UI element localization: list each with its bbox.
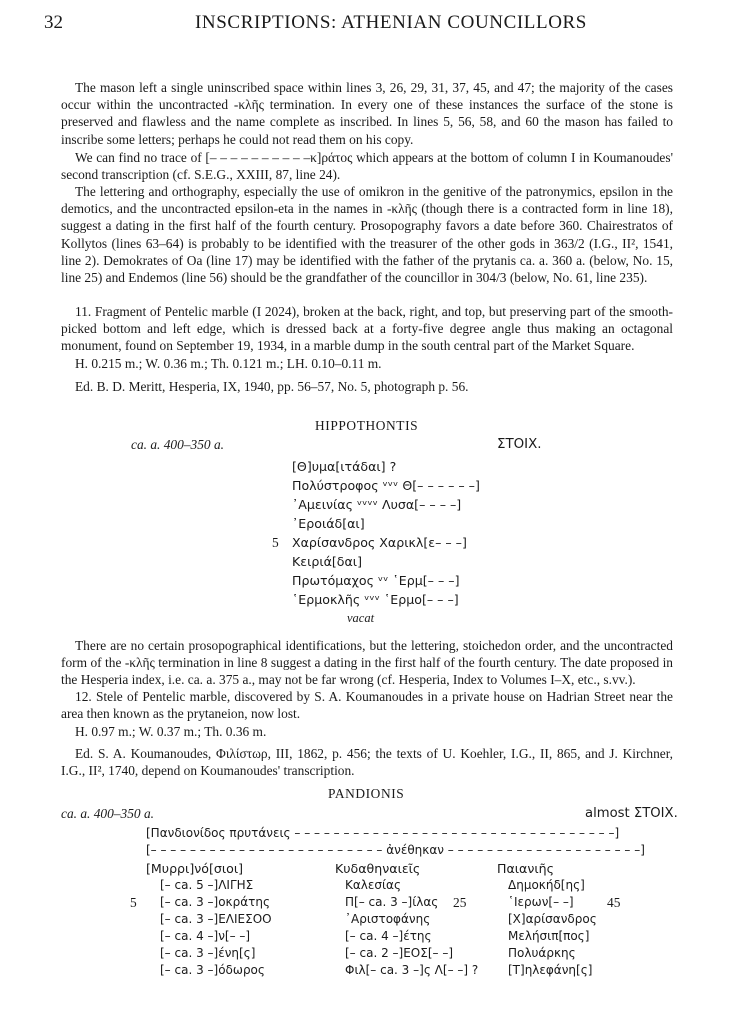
entry-11-dimensions: H. 0.215 m.; W. 0.36 m.; Th. 0.121 m.; LH. 0.10–0.11 m.: [75, 356, 382, 371]
inscription-12-heading: PANDIONIS: [328, 786, 405, 801]
inscription-11-stoich: ΣΤΟΙΧ.: [497, 437, 542, 452]
commentary-paragraph-1: The mason left a single uninscribed space within lines 3, 26, 29, 31, 37, 45, and 47; the majority of the cases occur within the uncontracted -κλῆς termination. In every one of these instances the surface of the stone is preserved and flawless and the name complete as inscribed. In lines 5, 56, 58, and 60 the mason has failed to inscribe some letters; perhaps he could not read them on his copy.: [61, 80, 673, 147]
inscription-11-line: Χαρίσανδρος Χαρικλ[ε– – –]: [292, 535, 467, 550]
col3-line-number: 45: [607, 895, 621, 910]
commentary-paragraph-2: We can find no trace of [– – – – – – – – – –κ]ράτος which appears at the bottom of column I in Koumanoudes' second transcription (cf. S.E.G., XXIII, 87, line 24).: [61, 150, 673, 183]
inscription-11-line-number: 5: [272, 535, 279, 550]
col3-line: Μελήσιπ[πος]: [508, 929, 590, 943]
inscription-12-stoich: almost ΣΤΟΙΧ.: [585, 806, 678, 821]
col2-line: Π[– ca. 3 –]ίλας: [345, 895, 439, 909]
inscription-11-line: Πολύστροφος ᵛᵛᵛ Θ[– – – – – –]: [292, 478, 480, 493]
col2-line: ᾿Αριστοφάνης: [345, 912, 431, 926]
col2-line-number: 25: [453, 895, 467, 910]
col1-line: [– ca. 5 –]ΛΙΓΗΣ: [160, 878, 254, 892]
page-number: 32: [44, 12, 63, 33]
col2-line: Καλεσίας: [345, 878, 401, 892]
col3-line: [Χ]αρίσανδρος: [508, 912, 597, 926]
inscription-11-vacat: vacat: [347, 611, 375, 625]
entry-12-description: 12. Stele of Pentelic marble, discovered by S. A. Koumanoudes in a private house on Hadrian Street near the area then known as the prytaneion, now lost.: [61, 689, 673, 722]
inscription-11-line: [Θ]υμα[ιτάδαι] ?: [292, 459, 397, 474]
inscription-12-top-line: [Πανδιονίδος πρυτάνεις – – – – – – – – – – – – – – – – – – – – – – – – – – – – – – – – –]: [146, 826, 620, 840]
inscription-11-heading: HIPPOTHONTIS: [315, 418, 419, 433]
inscription-11-line: Πρωτόμαχος ᵛᵛ ῾Ερμ[– – –]: [292, 573, 460, 588]
inscription-11-date: ca. a. 400–350 a.: [131, 437, 224, 452]
col2-line: [– ca. 4 –]έτης: [345, 929, 432, 943]
col3-line: Πολυάρκης: [508, 946, 576, 960]
col2-line: Φιλ[– ca. 3 –]ς Λ[– –] ?: [345, 963, 479, 977]
col2-line: [– ca. 2 –]ΕΟΣ[– –]: [345, 946, 453, 960]
col1-line: [– ca. 4 –]ν[– –]: [160, 929, 251, 943]
col3-line: Παιανιῆς: [497, 861, 555, 876]
col1-line: [– ca. 3 –]όδωρος: [160, 963, 265, 977]
col2-line: Κυδαθηναιεῖς: [335, 861, 421, 876]
col1-line: [Μυρρι]νό[σιοι]: [146, 861, 244, 876]
col3-line: ῾Ιερων[– –]: [508, 895, 574, 909]
inscription-11-line: ῾Ερμοκλῆς ᵛᵛᵛ ῾Ερμο[– – –]: [292, 592, 459, 607]
col3-line: Δημοκήδ[ης]: [508, 878, 585, 892]
inscription-11-line: Κειριά[δαι]: [292, 554, 362, 569]
entry-12-edition: Ed. S. A. Koumanoudes, Φιλίστωρ, III, 1862, p. 456; the texts of U. Koehler, I.G., II, 865, and J. Kirchner, I.G., II², 1740, depend on Koumanoudes' transcription.: [61, 746, 673, 779]
entry-12-dimensions: H. 0.97 m.; W. 0.37 m.; Th. 0.36 m.: [75, 724, 267, 739]
entry-11-description: 11. Fragment of Pentelic marble (I 2024), broken at the back, right, and top, but preserving part of the smooth-picked bottom and left edge, which is dressed back at a forty-five degree angle thus making an octagonal monument, found on September 19, 1934, in a marble dump in the south central part of the Market Square.: [61, 304, 673, 354]
col3-line: [Τ]ηλεφάνη[ς]: [508, 963, 593, 977]
col1-line: [– ca. 3 –]οκράτης: [160, 895, 271, 909]
commentary-paragraph-3: The lettering and orthography, especially the use of omikron in the genitive of the patronymics, epsilon in the demotics, and the uncontracted epsilon-eta in the names in -κλῆς (though there is a contracted form in line 18), suggest a dating in the first half of the fourth century. Prosopography favors a date before 360. Chairestratos of Kollytos (lines 63–64) is probably to be identified with the treasurer of the other gods in 363/2 (I.G., II², 1541, line 2). Demokrates of Oa (line 17) may be identified with the father of the prytanis ca. a. 360 a. (below, No. 15, line 25) and Endemos (line 56) should be the grandfather of the councillor in 304/3 (below, No. 61, line 235).: [61, 184, 673, 286]
running-title: INSCRIPTIONS: ATHENIAN COUNCILLORS: [195, 12, 587, 33]
col1-line-number: 5: [130, 895, 137, 910]
entry-11-edition: Ed. B. D. Meritt, Hesperia, IX, 1940, pp. 56–57, No. 5, photograph p. 56.: [75, 379, 469, 394]
inscription-12-top-line: [– – – – – – – – – – – – – – – – – – – – – – – – ἀνέθηκαν – – – – – – – – – – – – – – – – – – – –]: [146, 843, 645, 857]
col1-line: [– ca. 3 –]ΕΛΙΕΣΟΟ: [160, 912, 272, 926]
inscription-11-line: ᾿Αμεινίας ᵛᵛᵛᵛ Λυσα[– – – –]: [292, 497, 462, 512]
entry-11-commentary: There are no certain prosopographical identifications, but the lettering, stoichedon order, and the uncontracted form of the -κλῆς termination in line 8 suggest a dating in the first half of the fourth century. The date proposed in the Hesperia index, i.e. ca. a. 375 a., may not be far wrong (cf. Hesperia, Index to Volumes I–X, etc., s.vv.).: [61, 638, 673, 688]
col1-line: [– ca. 3 –]ένη[ς]: [160, 946, 256, 960]
inscription-11-line: ᾿Εροιάδ[αι]: [292, 516, 365, 531]
inscription-12-date: ca. a. 400–350 a.: [61, 806, 154, 821]
